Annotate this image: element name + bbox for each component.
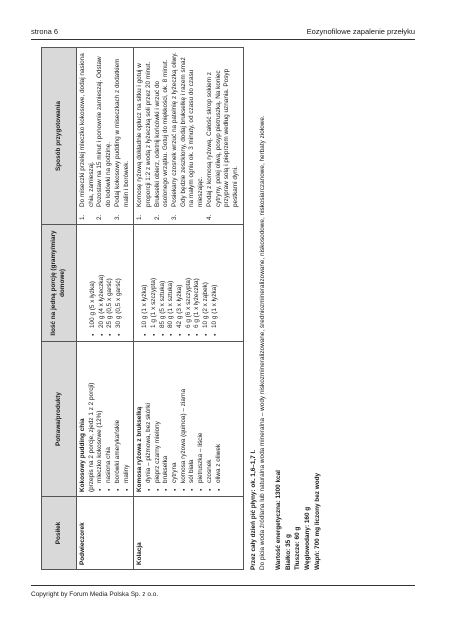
quantity-item: ● 10 g (1 x łyżka) — [211, 229, 220, 337]
footer-divider — [31, 585, 415, 586]
nutrition-notes — [250, 47, 323, 570]
page-number: strona 6 — [31, 27, 59, 36]
ingredient-item: ● mleczko kokosowe (12%) — [96, 346, 105, 492]
dish-name: Komosa ryżowa z brukselką — [136, 406, 144, 492]
carbs-value: Węglowodany: 160 g — [304, 506, 312, 570]
preparation-step: 1. Do miseczki przelej mleczko kokosowe, dodaj nasiona chia, zamieszaj. — [79, 53, 95, 220]
ingredient-item: ● brukselka — [162, 346, 171, 492]
preparation-step: 2. Brukselki obierz, odetnij końcówki i wrzuć do osolonego wrzątku. Gotuj do miękkości, ok. 8 minut. — [153, 59, 170, 220]
preparation-step: 3. Posiekany czosnek wrzuć na patelnię z łyżeczką oliwy. Gdy będzie zeszklony, dodaj brukselkę i razem smaż na małym ogniu ok. 3 minuty, od czasu do czasu mieszając. — [171, 52, 205, 220]
preparation-steps — [79, 52, 131, 220]
copyright-text: Copyright by Forum Media Polska Sp. z o.o. — [31, 591, 159, 598]
column-header-preparation: Sposób przygotowania — [42, 48, 77, 225]
ingredient-item: ● czosnek — [206, 346, 215, 492]
ingredient-list — [145, 346, 223, 492]
quantity-item: ● 100 g (5 x łyżka) — [89, 229, 98, 337]
energy-value: Wartość energetyczna: 1300 kcal — [275, 470, 283, 570]
quantity-list — [141, 229, 219, 337]
protein-value: Białko: 35 g — [284, 534, 292, 570]
ingredient-item: ● sól biała — [188, 346, 197, 492]
quantity-item: ● 1 g (1 x szczypta) — [150, 229, 159, 337]
header-divider — [31, 39, 415, 40]
dish-cell — [77, 342, 134, 497]
quantity-item: ● 25 g (0,5 x garść) — [106, 229, 115, 337]
preparation-step: 4. Podaj z komosą ryżową. Całość skrop sokiem z cytryny, polej oliwą, posyp pietruszką. Na koniec przypraw solą i pieprzem według uznania. Posyp pestkami dyni. — [205, 68, 239, 220]
table-row — [134, 48, 243, 570]
quantity-cell — [77, 225, 134, 342]
quantity-item: ● 10 g (1 x łyżka) — [141, 229, 150, 337]
document-title: Eozynofilowe zapalenie przełyku — [306, 27, 415, 36]
quantity-cell — [134, 225, 243, 342]
quantity-item: ● 20 g (4 x łyżeczka) — [98, 229, 107, 337]
quantity-item: ● 6 g (1 x łyżeczka) — [193, 229, 202, 337]
calcium-value: Wapń: 700 mg liczony bez wody — [313, 472, 321, 570]
dish-cell — [134, 342, 243, 497]
rotated-content — [39, 47, 411, 570]
fat-value: Tłuszcze: 60 g — [294, 526, 302, 570]
ingredient-item: ● nasiona chia — [105, 346, 114, 492]
meal-name: Kolacja — [134, 497, 243, 570]
ingredient-item: ● dynia – piżmowa, bez skórki — [145, 346, 154, 492]
ingredient-item: ● borówki amerykańskie — [114, 346, 123, 492]
table-row — [77, 48, 134, 570]
fluids-heading: Przez cały dzień pić płyny: ok. 1,6–1,7 l. — [249, 449, 257, 570]
quantity-list — [89, 229, 124, 337]
meal-name: Podwieczorek — [77, 497, 134, 570]
quantity-item: ● 10 g (2 x ząbek) — [202, 229, 211, 337]
fluids-text: Do picia woda źródlana lub naturalna woda mineralna – wody niskozmineralizowane, średniozmineralizowane, niskosodowe, niskosiarczanowe, herbaty ziołowe. — [259, 115, 267, 570]
preparation-steps — [136, 52, 240, 220]
ingredient-item: ● pieprz czarny mielony — [154, 346, 163, 492]
dish-note: (przepis na 2 porcje, zjedz 1 z 2 porcji) — [87, 382, 95, 492]
column-header-meal: Posiłek — [42, 497, 77, 570]
preparation-step: 1. Komosę ryżową dokładnie opłucz na sitku i gotuj w proporcji 1:2 z wodą z łyżeczką soli przez 20 minut. — [136, 61, 152, 220]
quantity-item: ● 85 g (5 x sztuka) — [159, 229, 168, 337]
column-header-dish: Potrawa/produkty — [42, 342, 77, 497]
quantity-item: ● 6 g (6 x szczypta) — [185, 229, 194, 337]
quantity-item: ● 30 g (0,5 x garść) — [115, 229, 124, 337]
ingredient-item: ● maliny — [123, 346, 132, 492]
ingredient-list — [96, 346, 131, 492]
meal-plan-table — [41, 47, 244, 570]
quantity-item: ● 80 g (1 x sztuka) — [167, 229, 176, 337]
preparation-cell — [134, 48, 243, 225]
preparation-cell — [77, 48, 134, 225]
ingredient-item: ● cytryna — [171, 346, 180, 492]
ingredient-item: ● oliwa z oliwek — [215, 346, 224, 492]
ingredient-item: ● komosa ryżowa (quinoa) – ziarna — [180, 346, 189, 492]
dish-name: Kokosowy pudding chia — [79, 418, 86, 492]
table-header-row — [42, 48, 77, 570]
ingredient-item: ● pietruszka – liście — [197, 346, 206, 492]
preparation-step: 3. Podaj kokosowy pudding w miseczkach z dodatkiem malin i borówek. — [113, 58, 130, 220]
quantity-item: ● 42 g (3 x łyżka) — [176, 229, 185, 337]
preparation-step: 2. Pozostaw na 15 minut i ponownie zamieszaj. Odstaw do lodówki na godzinę. — [96, 56, 113, 220]
column-header-quantity: Ilość na jedną porcję (gramy/miary domowe) — [42, 225, 77, 342]
